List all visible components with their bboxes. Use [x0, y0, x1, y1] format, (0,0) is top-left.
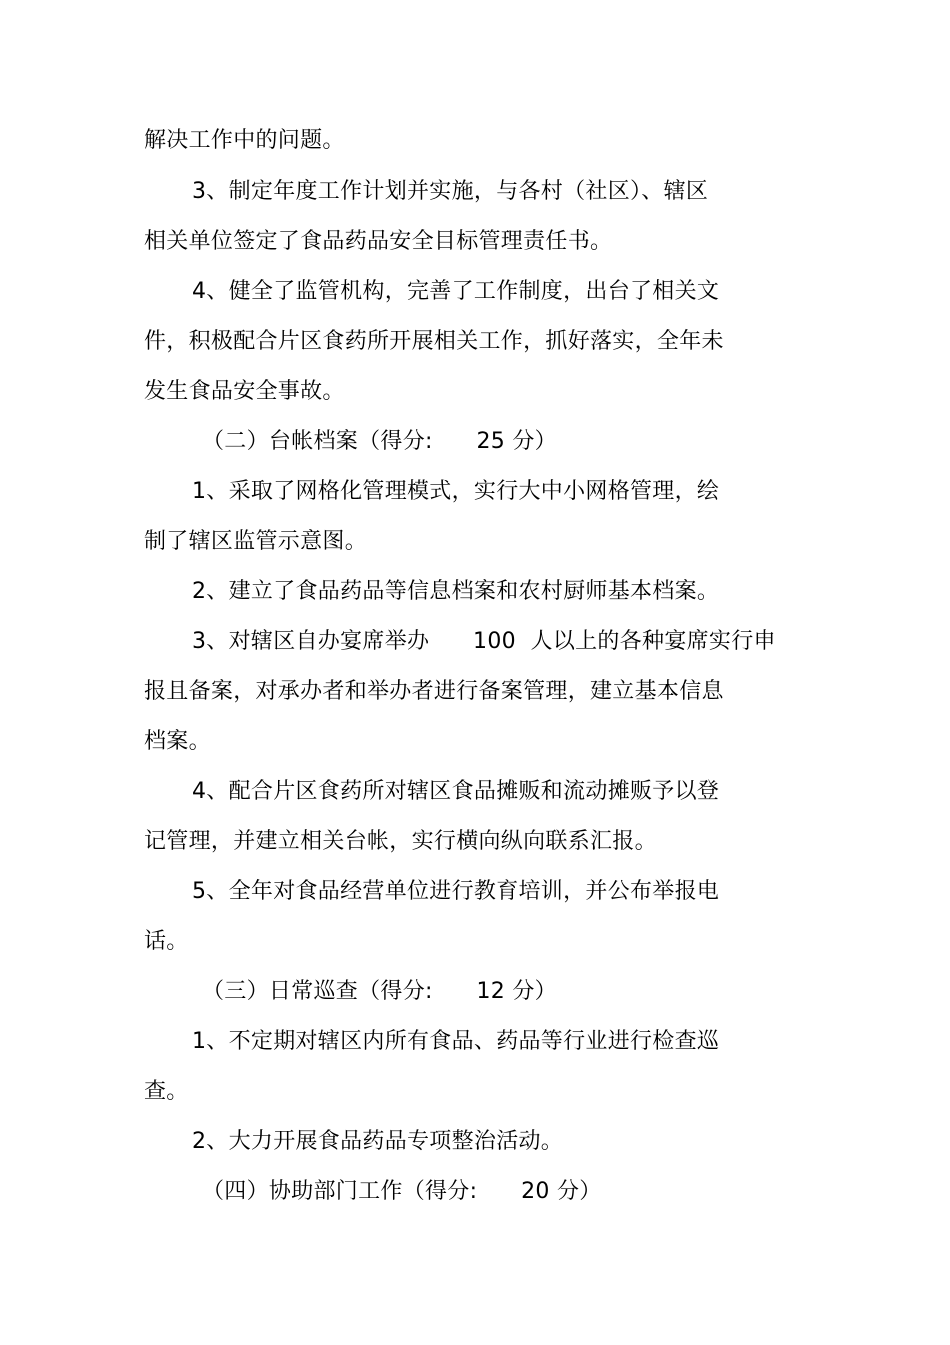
text-line-12: 报且备案，对承办者和举办者进行备案管理，建立基本信息	[144, 679, 724, 704]
text-line-19: 1、不定期对辖区内所有食品、药品等行业进行检查巡	[192, 1029, 720, 1054]
text-line-4: 4、健全了监管机构，完善了工作制度，出台了相关文	[192, 279, 720, 304]
text-line-20: 查。	[144, 1079, 189, 1104]
text-line-13: 档案。	[144, 729, 211, 754]
text-line-11: 3、对辖区自办宴席举办 100 人以上的各种宴席实行申	[192, 629, 776, 654]
text-line-15: 记管理，并建立相关台帐，实行横向纵向联系汇报。	[144, 829, 657, 854]
section-heading-2: （二）台帐档案（得分: 25 分）	[202, 429, 557, 454]
section-heading-3: （三）日常巡查（得分: 12 分）	[202, 979, 557, 1004]
text-line-3: 相关单位签定了食品药品安全目标管理责任书。	[144, 229, 613, 254]
text-line-14: 4、配合片区食药所对辖区食品摊贩和流动摊贩予以登	[192, 779, 720, 804]
text-line-2: 3、制定年度工作计划并实施，与各村（社区）、辖区	[192, 179, 709, 204]
section-heading-4: （四）协助部门工作（得分: 20 分）	[202, 1179, 602, 1204]
text-line-21: 2、大力开展食品药品专项整治活动。	[192, 1129, 564, 1154]
text-line-8: 1、采取了网格化管理模式，实行大中小网格管理，绘	[192, 479, 720, 504]
text-line-16: 5、全年对食品经营单位进行教育培训，并公布举报电	[192, 879, 720, 904]
text-line-5: 件，积极配合片区食药所开展相关工作，抓好落实，全年未	[144, 329, 724, 354]
text-line-10: 2、建立了食品药品等信息档案和农村厨师基本档案。	[192, 579, 720, 604]
text-line-6: 发生食品安全事故。	[144, 379, 345, 404]
text-line-9: 制了辖区监管示意图。	[144, 529, 368, 554]
text-line-17: 话。	[144, 929, 189, 954]
text-line-1: 解决工作中的问题。	[144, 128, 345, 153]
